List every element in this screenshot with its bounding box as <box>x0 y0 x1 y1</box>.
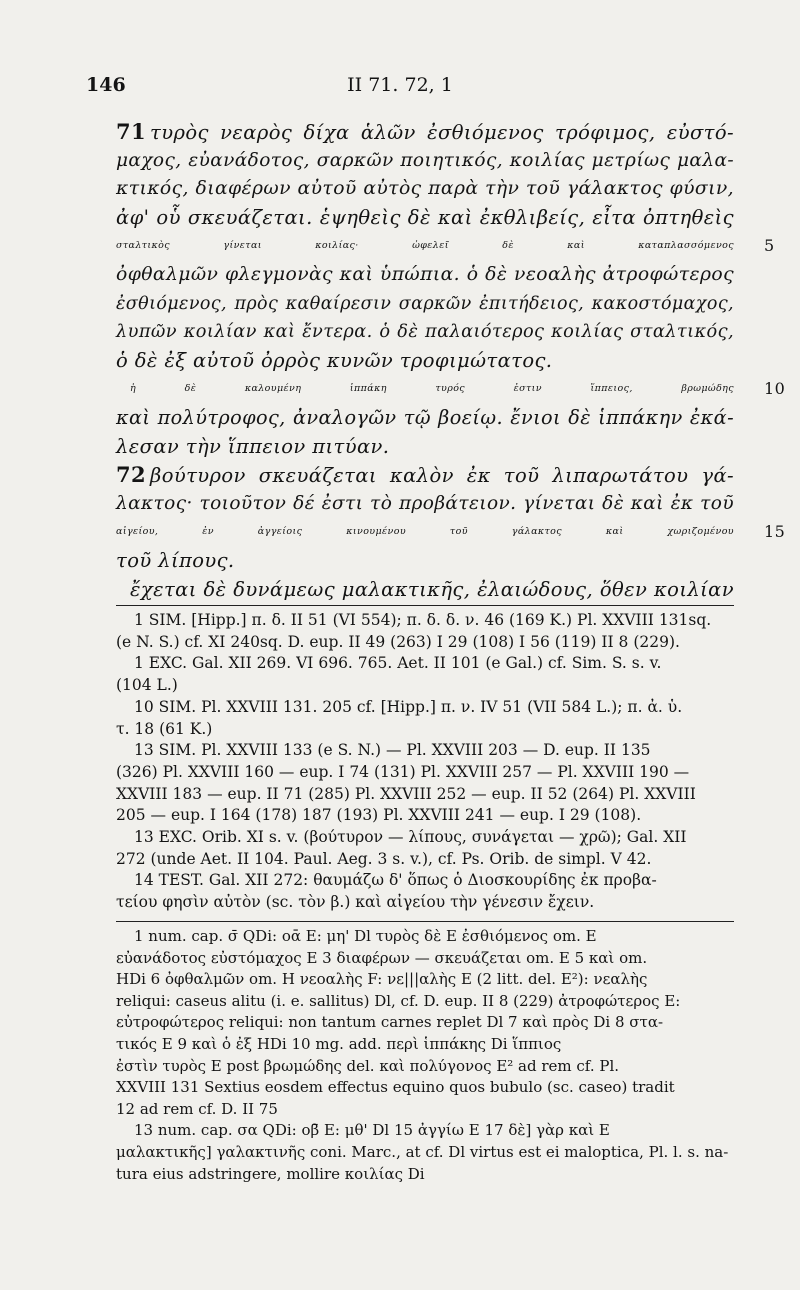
text-line <box>116 175 734 204</box>
apparatus-line: (104 L.) <box>116 676 178 695</box>
apparatus-line: τείου φησὶν αὐτὸν (sc. τὸν β.) καὶ αἰγείου τὴν γένεσιν ἔχειν. <box>116 893 595 912</box>
apparatus-line: 272 (unde Aet. II 104. Paul. Aeg. 3 s. v.), cf. Ps. Orib. de simpl. V 42. <box>116 849 652 868</box>
apparatus-line: (e N. S.) cf. XI 240sq. D. eup. II 49 (263) I 29 (108) I 56 (119) II 8 (229). <box>116 632 680 651</box>
main-greek-text <box>116 118 786 604</box>
text-line <box>116 375 786 404</box>
apparatus-line: XXVIII 131 Sextius eosdem effectus equino quos bubulo (sc. caseo) tradit <box>116 1078 675 1097</box>
text-line <box>116 261 734 290</box>
line-text: ἀφ' οὗ σκευάζεται. ἑψηθεὶς δὲ καὶ ἐκθλιβείς, εἶτα ὀπτηθεὶς <box>116 205 734 229</box>
text-line <box>116 232 775 261</box>
apparatus-line: εὐτροφώτερος reliqui: non tantum carnes replet Dl 7 καὶ πρὸς Di 8 στα- <box>116 1013 664 1032</box>
apparatus-line: 10 SIM. Pl. XXVIII 131. 205 cf. [Hipp.] π. ν. IV 51 (VII 584 L.); π. ἀ. ὑ. <box>134 697 683 716</box>
page-number: 146 <box>86 74 126 96</box>
apparatus-line: 14 TEST. Gal. XII 272: θαυμάζω δ' ὅπως ὁ Διοσκουρίδης ἐκ προβα- <box>134 871 657 890</box>
apparatus-line: reliqui: caseus alitu (i. e. sallitus) Dl, cf. D. eup. II 8 (229) ἀτροφώτερος E: <box>116 991 681 1010</box>
line-text: λυπῶν κοιλίαν καὶ ἔντερα. ὁ δὲ παλαιότερος κοιλίας σταλτικός, <box>116 322 734 343</box>
text-line <box>116 318 734 347</box>
text-line <box>116 433 734 462</box>
chapter-number: 72 <box>116 462 147 488</box>
apparatus-line: ἐστὶν τυρὸς E post βρωμώδης del. καὶ πολύγονος E² ad rem cf. Pl. <box>116 1056 620 1075</box>
line-text: μαχος, εὐανάδοτος, σαρκῶν ποιητικός, κοιλίας μετρίως μαλα- <box>116 149 734 171</box>
text-line <box>116 576 734 605</box>
text-line <box>116 490 734 519</box>
line-text: ἡ δὲ καλουμένη ἱππάκη τυρός ἐστιν ἵππειος, βρωμώδης <box>130 383 734 395</box>
rule-critical-apparatus <box>116 921 734 922</box>
apparatus-line: 205 — eup. I 164 (178) 187 (193) Pl. XXVIII 241 — eup. I 29 (108). <box>116 806 642 825</box>
line-text: ὀφθαλμῶν φλεγμονὰς καὶ ὑπώπια. ὁ δὲ νεοαλὴς ἀτροφώτερος <box>116 263 734 285</box>
running-header: II 71. 72, 1 <box>347 74 453 96</box>
line-text: καὶ πολύτροφος, ἀναλογῶν τῷ βοείῳ. ἔνιοι δὲ ἱππάκην ἐκά- <box>116 405 734 429</box>
text-line <box>116 461 734 490</box>
line-text: βούτυρον σκευάζεται καλὸν ἐκ τοῦ λιπαρωτάτου γά- <box>150 464 734 488</box>
testimonia-apparatus <box>116 610 756 914</box>
apparatus-line: μαλακτικῆς] γαλακτινῆς coni. Marc., at cf. Dl virtus est ei maloptica, Pl. l. s. na- <box>116 1142 729 1161</box>
chapter-number: 71 <box>116 119 147 144</box>
apparatus-line: τ. 18 (61 K.) <box>116 719 213 738</box>
text-line <box>116 347 734 376</box>
text-line <box>116 547 734 576</box>
line-text: τυρὸς νεαρὸς δίχα ἁλῶν ἐσθιόμενος τρόφιμος, εὐστό- <box>150 121 734 144</box>
line-text: ἐσθιόμενος, πρὸς καθαίρεσιν σαρκῶν ἐπιτήδειος, κακοστόμαχος, <box>116 293 734 314</box>
text-line <box>116 404 734 433</box>
apparatus-line: 1 SIM. [Hipp.] π. δ. II 51 (VI 554); π. δ. δ. ν. 46 (169 K.) Pl. XXVIII 131sq. <box>134 611 712 629</box>
line-number: 15 <box>764 522 786 542</box>
line-text: ὁ δὲ ἐξ αὐτοῦ ὀρρὸς κυνῶν τροφιμώτατος. <box>116 348 553 372</box>
apparatus-line: (326) Pl. XXVIII 160 — eup. I 74 (131) Pl. XXVIII 257 — Pl. XXVIII 190 — <box>116 762 690 781</box>
line-text: κτικός, διαφέρων αὐτοῦ αὐτὸς παρὰ τὴν τοῦ γάλακτος φύσιν, <box>116 178 734 200</box>
apparatus-line: 13 num. cap. σα QDi: οβ̄ E: μθ' Dl 15 ἀγγίω E 17 δὲ] γὰρ καὶ E <box>134 1121 610 1140</box>
apparatus-line: HDi 6 ὀφθαλμῶν om. H νεοαλὴς F: νε|||αλὴς E (2 litt. del. E²): νεαλὴς <box>116 970 648 989</box>
text-line <box>116 290 734 319</box>
line-text: ἔχεται δὲ δυνάμεως μαλακτικῆς, ἐλαιώδους, ὅθεν κοιλίαν <box>130 577 734 601</box>
text-line <box>116 204 734 233</box>
text-line <box>116 518 786 547</box>
apparatus-line: tura eius adstringere, mollire κοιλίας Di <box>116 1164 425 1183</box>
apparatus-line: XXVIII 183 — eup. II 71 (285) Pl. XXVIII 252 — eup. II 52 (264) Pl. XXVIII <box>116 784 696 803</box>
apparatus-line: 13 EXC. Orib. XI s. v. (βούτυρον — λίπους, συνάγεται — χρῶ); Gal. XII <box>134 828 687 847</box>
line-text: αἰγείου, ἐν ἀγγείοις κινουμένου τοῦ γάλακτος καὶ χωριζομένου <box>116 526 734 538</box>
text-line <box>116 147 734 176</box>
apparatus-line: 1 EXC. Gal. XII 269. VI 696. 765. Aet. II 101 (e Gal.) cf. Sim. S. s. v. <box>134 654 662 673</box>
apparatus-line: 12 ad rem cf. D. II 75 <box>116 1099 278 1118</box>
text-line <box>116 118 734 147</box>
line-text: σταλτικὸς γίνεται κοιλίας· ὠφελεῖ δὲ καὶ καταπλασσόμενος <box>116 240 734 252</box>
line-number: 5 <box>764 236 775 256</box>
line-number: 10 <box>764 379 786 399</box>
apparatus-line: εὐανάδοτος εὐστόμαχος E 3 διαφέρων — σκευάζεται om. E 5 καὶ om. <box>116 948 648 967</box>
rule-testimonia <box>116 605 734 606</box>
line-text: λακτος· τοιοῦτον δέ ἐστι τὸ προβάτειον. γίνεται δὲ καὶ ἐκ τοῦ <box>116 492 734 514</box>
critical-apparatus <box>116 926 756 1185</box>
apparatus-line: τικός E 9 καὶ ὁ ἐξ HDi 10 mg. add. περὶ ἱππάκης Di ἵππιος <box>116 1034 562 1053</box>
line-text: τοῦ λίπους. <box>116 548 235 572</box>
apparatus-line: 1 num. cap. σ̄ QDi: οᾱ E: μη' Dl τυρὸς δὲ E ἐσθιόμενος om. E <box>134 927 597 945</box>
line-text: λεσαν τὴν ἵππειον πιτύαν. <box>116 434 390 458</box>
apparatus-line: 13 SIM. Pl. XXVIII 133 (e S. N.) — Pl. XXVIII 203 — D. eup. II 135 <box>134 741 651 760</box>
